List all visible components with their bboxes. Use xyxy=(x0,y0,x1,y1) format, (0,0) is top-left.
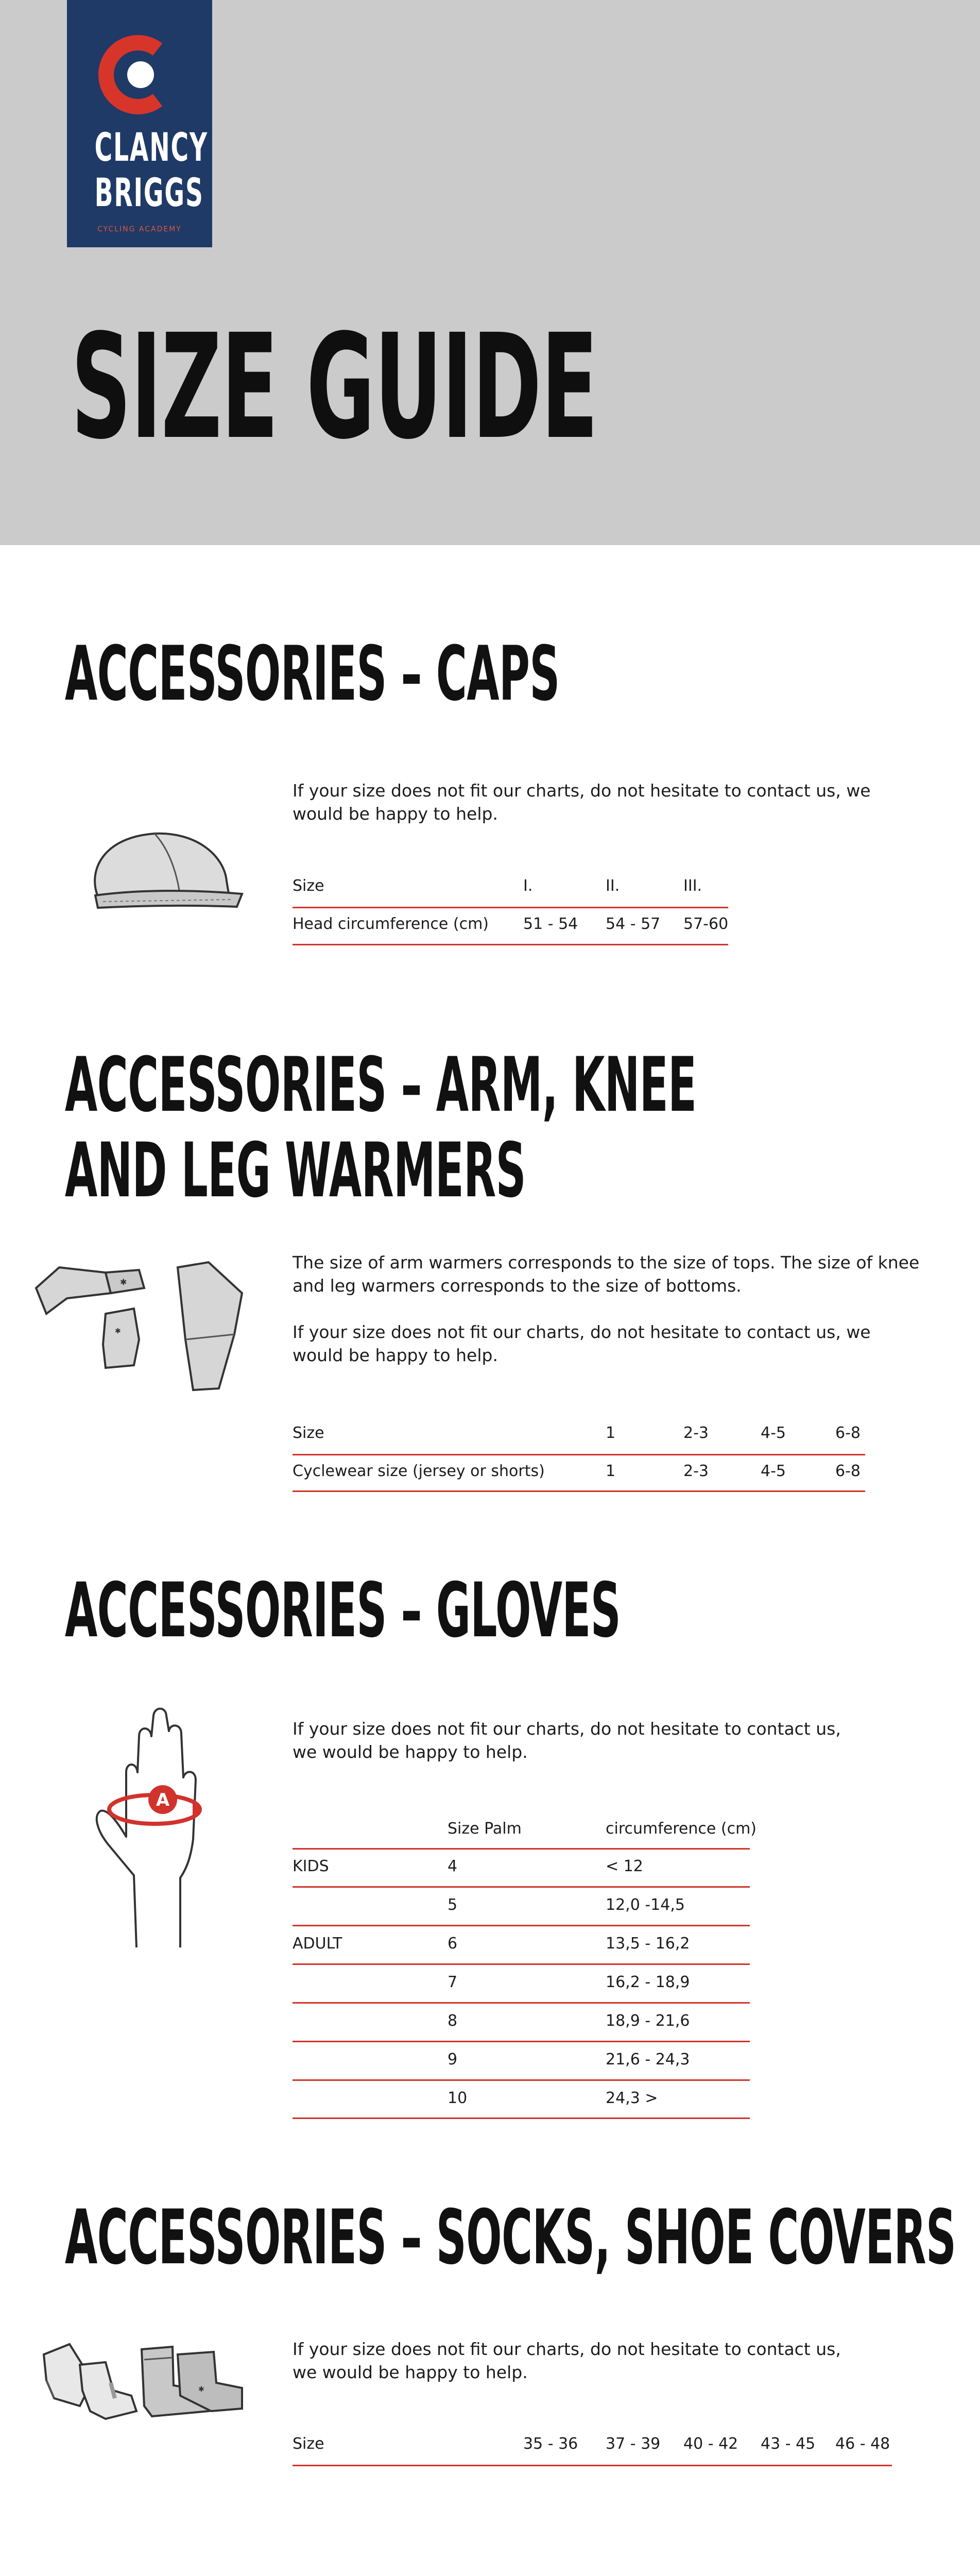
caps-table-cell: 54 - 57 xyxy=(606,915,661,933)
table-rule xyxy=(293,1963,750,1965)
warmers-help-text: If your size does not fit our charts, do not hesitate to contact us, we would be happy to help. xyxy=(293,1322,871,1365)
gloves-row-circumference: 21,6 - 24,3 xyxy=(606,2050,690,2069)
warmers-table-header-size: 4-5 xyxy=(761,1424,786,1442)
table-rule xyxy=(293,1886,750,1888)
gloves-row-size: 7 xyxy=(448,1973,458,1991)
gloves-row-circumference: 13,5 - 16,2 xyxy=(606,1935,690,1953)
gloves-help-text: If your size does not fit our charts, do not hesitate to contact us, we would be happy to help. xyxy=(293,1719,841,1762)
header-banner xyxy=(0,0,980,545)
warmers-table-cell: 1 xyxy=(606,1462,616,1480)
gloves-row-size: 9 xyxy=(448,2050,458,2069)
caps-table-header-size: II. xyxy=(606,877,620,895)
warmers-info-text: The size of arm warmers corresponds to the size of tops. The size of knee and leg warmers corresponds to the size of bottoms. xyxy=(293,1252,920,1296)
logo-name-line2: BRIGGS xyxy=(94,170,204,215)
svg-text:✱: ✱ xyxy=(115,1327,121,1335)
svg-text:✱: ✱ xyxy=(120,1277,127,1287)
gloves-row-size: 5 xyxy=(448,1896,458,1914)
warmers-table-cell: 6-8 xyxy=(835,1462,861,1480)
table-rule xyxy=(293,944,728,945)
logo-c-mark-icon xyxy=(97,32,182,117)
section-title-gloves: ACCESSORIES – GLOVES xyxy=(65,1567,621,1654)
gloves-row-size: 10 xyxy=(448,2089,468,2107)
caps-table-cell: 57-60 xyxy=(683,915,729,933)
table-rule xyxy=(293,1454,865,1455)
table-rule xyxy=(293,1848,750,1850)
caps-table-cell: 51 - 54 xyxy=(523,915,578,933)
socks-table-header-size: 40 - 42 xyxy=(683,2435,738,2453)
gloves-row-size: 6 xyxy=(448,1935,458,1953)
gloves-table-header-size: Size Palm xyxy=(448,1820,522,1838)
table-rule xyxy=(293,2041,750,2042)
svg-text:✱: ✱ xyxy=(198,2385,204,2394)
measure-label: A xyxy=(156,1790,170,1810)
gloves-row-group: KIDS xyxy=(293,1857,329,1875)
socks-table-header-size: 43 - 45 xyxy=(761,2435,816,2453)
caps-table-header-size: III. xyxy=(683,877,702,895)
section-title-warmers: ACCESSORIES – ARM, KNEE xyxy=(65,1041,697,1129)
gloves-row-circumference: < 12 xyxy=(606,1857,643,1875)
table-rule xyxy=(293,2117,750,2119)
warmers-table-cell: 2-3 xyxy=(683,1462,709,1480)
gloves-row-size: 4 xyxy=(448,1857,458,1875)
caps-table-row-label: Head circumference (cm) xyxy=(293,915,489,933)
warmers-table-header-size: 1 xyxy=(606,1424,616,1442)
warmers-table-header-size: 6-8 xyxy=(835,1424,861,1442)
page-title: SIZE GUIDE xyxy=(71,303,598,471)
table-rule xyxy=(293,1925,750,1926)
table-rule xyxy=(293,2002,750,2004)
gloves-row-circumference: 12,0 -14,5 xyxy=(606,1896,685,1914)
logo-name-line1: CLANCY xyxy=(94,124,208,170)
socks-icon xyxy=(33,2334,250,2427)
warmers-table-header-size: 2-3 xyxy=(683,1424,709,1442)
gloves-row-size: 8 xyxy=(448,2012,458,2030)
glove-hand-icon xyxy=(88,1705,216,1958)
caps-table-header-size: I. xyxy=(523,877,533,895)
brand-logo[interactable] xyxy=(67,0,212,247)
gloves-row-group: ADULT xyxy=(293,1935,342,1953)
warmers-icon xyxy=(28,1257,250,1396)
gloves-row-circumference: 16,2 - 18,9 xyxy=(606,1973,690,1991)
table-rule xyxy=(293,2079,750,2081)
gloves-table-header-circumference: circumference (cm) xyxy=(606,1820,757,1838)
table-rule xyxy=(293,2465,892,2466)
warmers-table-row-label: Cyclewear size (jersey or shorts) xyxy=(293,1462,545,1480)
socks-table-header-size: 37 - 39 xyxy=(606,2435,661,2453)
socks-help-text: If your size does not fit our charts, do not hesitate to contact us, we would be happy to help. xyxy=(293,2339,841,2382)
socks-table-header-label: Size xyxy=(293,2435,324,2453)
section-title-caps: ACCESSORIES – CAPS xyxy=(65,630,560,718)
gloves-row-circumference: 18,9 - 21,6 xyxy=(606,2012,690,2030)
warmers-table-cell: 4-5 xyxy=(761,1462,786,1480)
socks-table-header-size: 35 - 36 xyxy=(523,2435,578,2453)
table-rule xyxy=(293,907,728,908)
warmers-table-header-label: Size xyxy=(293,1424,324,1442)
cap-icon xyxy=(82,824,247,912)
logo-tagline: CYCLING ACADEMY xyxy=(97,225,182,233)
gloves-row-circumference: 24,3 > xyxy=(606,2089,658,2107)
section-title-warmers-line2: AND LEG WARMERS xyxy=(65,1127,526,1214)
caps-help-text: If your size does not fit our charts, do not hesitate to contact us, we would be happy to help. xyxy=(293,781,871,824)
caps-table-header-label: Size xyxy=(293,877,324,895)
socks-table-header-size: 46 - 48 xyxy=(835,2435,890,2453)
table-rule xyxy=(293,1490,865,1492)
section-title-socks: ACCESSORIES – SOCKS, SHOE COVERS xyxy=(65,2194,956,2281)
